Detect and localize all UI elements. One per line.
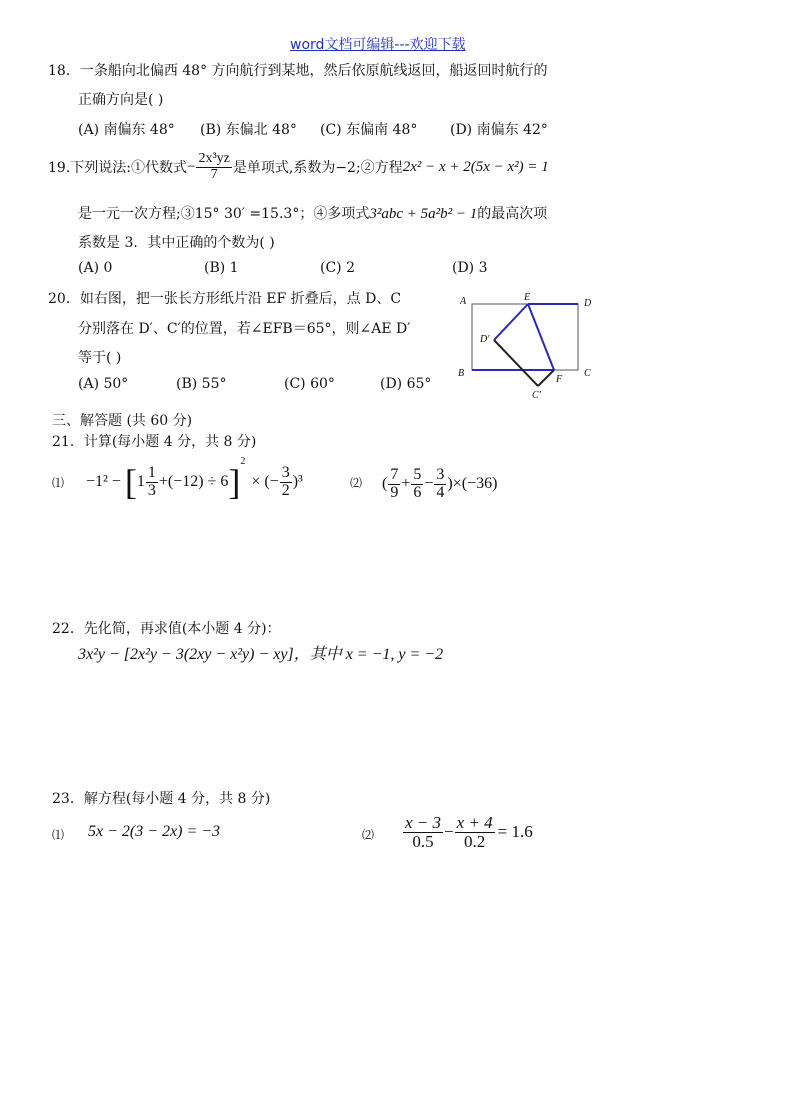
q20-option-a: (A) 50° (78, 376, 129, 392)
q18-option-d: (D) 南偏东 42° (450, 122, 548, 138)
q19-polynomial: 3²abc + 5a²b² − 1 (369, 206, 478, 222)
fold-segment-c-prime-f (538, 370, 554, 386)
q23-part1-label: ⑴ (52, 828, 65, 842)
q18-option-a: (A) 南偏东 48° (78, 122, 175, 138)
fold-line-ef (528, 304, 554, 370)
q20-option-d: (D) 65° (380, 376, 432, 392)
label-d: D (584, 298, 592, 309)
q18-option-b: (B) 东偏北 48° (200, 122, 297, 138)
q21-part2-label: ⑵ (350, 476, 363, 490)
section-3-heading: 三、解答题 (共 60 分) (52, 413, 193, 429)
q19-option-b: (B) 1 (204, 260, 239, 276)
q20-option-c: (C) 60° (284, 376, 335, 392)
label-f: F (556, 374, 563, 385)
q19-line1: 19.下列说法:①代数式 − $\frac{\text{2x³yz}}{7}$ 是单项式,系数为−2;②方程 2x² − x + 2(5x − x²) = 1 (48, 151, 549, 182)
q19-fraction: $\frac{\text{2x³yz}}{7}$ (198, 151, 230, 182)
q23-part2-label: ⑵ (362, 828, 375, 842)
label-c-prime: C′ (532, 390, 541, 401)
label-b: B (458, 368, 465, 379)
q21-part2-expression: ( $\frac{7}{9}$ + $\frac{5}{6}$ − $\frac{3}{4}$ )×(−36) (382, 465, 498, 501)
fold-segment-ed-prime (494, 304, 528, 340)
q21-part1-expression: −1² − [ 1 $\frac{1}{3}$ +(−12) ÷ 6 ] $^2$ × (− $\frac{3}{2}$ )³ (86, 456, 303, 502)
fold-diagram (450, 290, 610, 402)
q19-option-c: (C) 2 (320, 260, 355, 276)
q23-title: 23．解方程(每小题 4 分，共 8 分) (52, 791, 271, 807)
q20-line3: 等于( ) (78, 350, 122, 366)
q19-line3: 系数是 3．其中正确的个数为( ) (78, 235, 275, 251)
q22-expression: 3x²y − [2x²y − 3(2xy − x²y) − xy]，其中 x = −1, y = −2 (78, 646, 444, 663)
label-c: C (584, 368, 591, 379)
q21-mixed-fraction: $\frac{1}{3}$ (147, 463, 156, 499)
q20-line1: 20．如右图，把一张长方形纸片沿 EF 折叠后，点 D、C (48, 291, 402, 307)
label-e: E (524, 292, 531, 303)
label-a: A (460, 296, 467, 307)
q18-line1: 18．一条船向北偏西 48° 方向航行到某地，然后依原航线返回，船返回时航行的 (48, 63, 548, 79)
q23-part1-equation: 5x − 2(3 − 2x) = −3 (88, 823, 221, 840)
q19-pre: 19.下列说法:①代数式 (48, 160, 187, 177)
q19-mid: 是单项式,系数为−2;②方程 (232, 160, 403, 177)
q22-title: 22．先化简，再求值(本小题 4 分)： (52, 621, 281, 637)
q19-equation: 2x² − x + 2(5x − x²) = 1 (402, 158, 549, 175)
q23-part2-equation: $\frac{x - 3}{0.5}$ − $\frac{x + 4}{0.2}$ = 1.6 (405, 812, 533, 851)
q19-option-d: (D) 3 (452, 260, 488, 276)
label-d-prime: D′ (480, 334, 490, 345)
q20-option-b: (B) 55° (176, 376, 227, 392)
q19-option-a: (A) 0 (78, 260, 113, 276)
q20-line2: 分别落在 D′、C′的位置，若∠EFB＝65°，则∠AE D′ (78, 321, 411, 337)
q21-title: 21．计算(每小题 4 分，共 8 分) (52, 434, 257, 450)
q19-line2: 是一元一次方程;③15° 30′ =15.3°；④多项式3²abc + 5a²b² − 1的最高次项 (78, 206, 548, 222)
q18-option-c: (C) 东偏南 48° (320, 122, 418, 138)
page-header-link[interactable]: word文档可编辑---欢迎下载 (290, 37, 466, 53)
q18-line2: 正确方向是( ) (78, 92, 164, 108)
fold-segment-d-prime-c-prime (494, 340, 538, 386)
q21-part1-label: ⑴ (52, 476, 65, 490)
